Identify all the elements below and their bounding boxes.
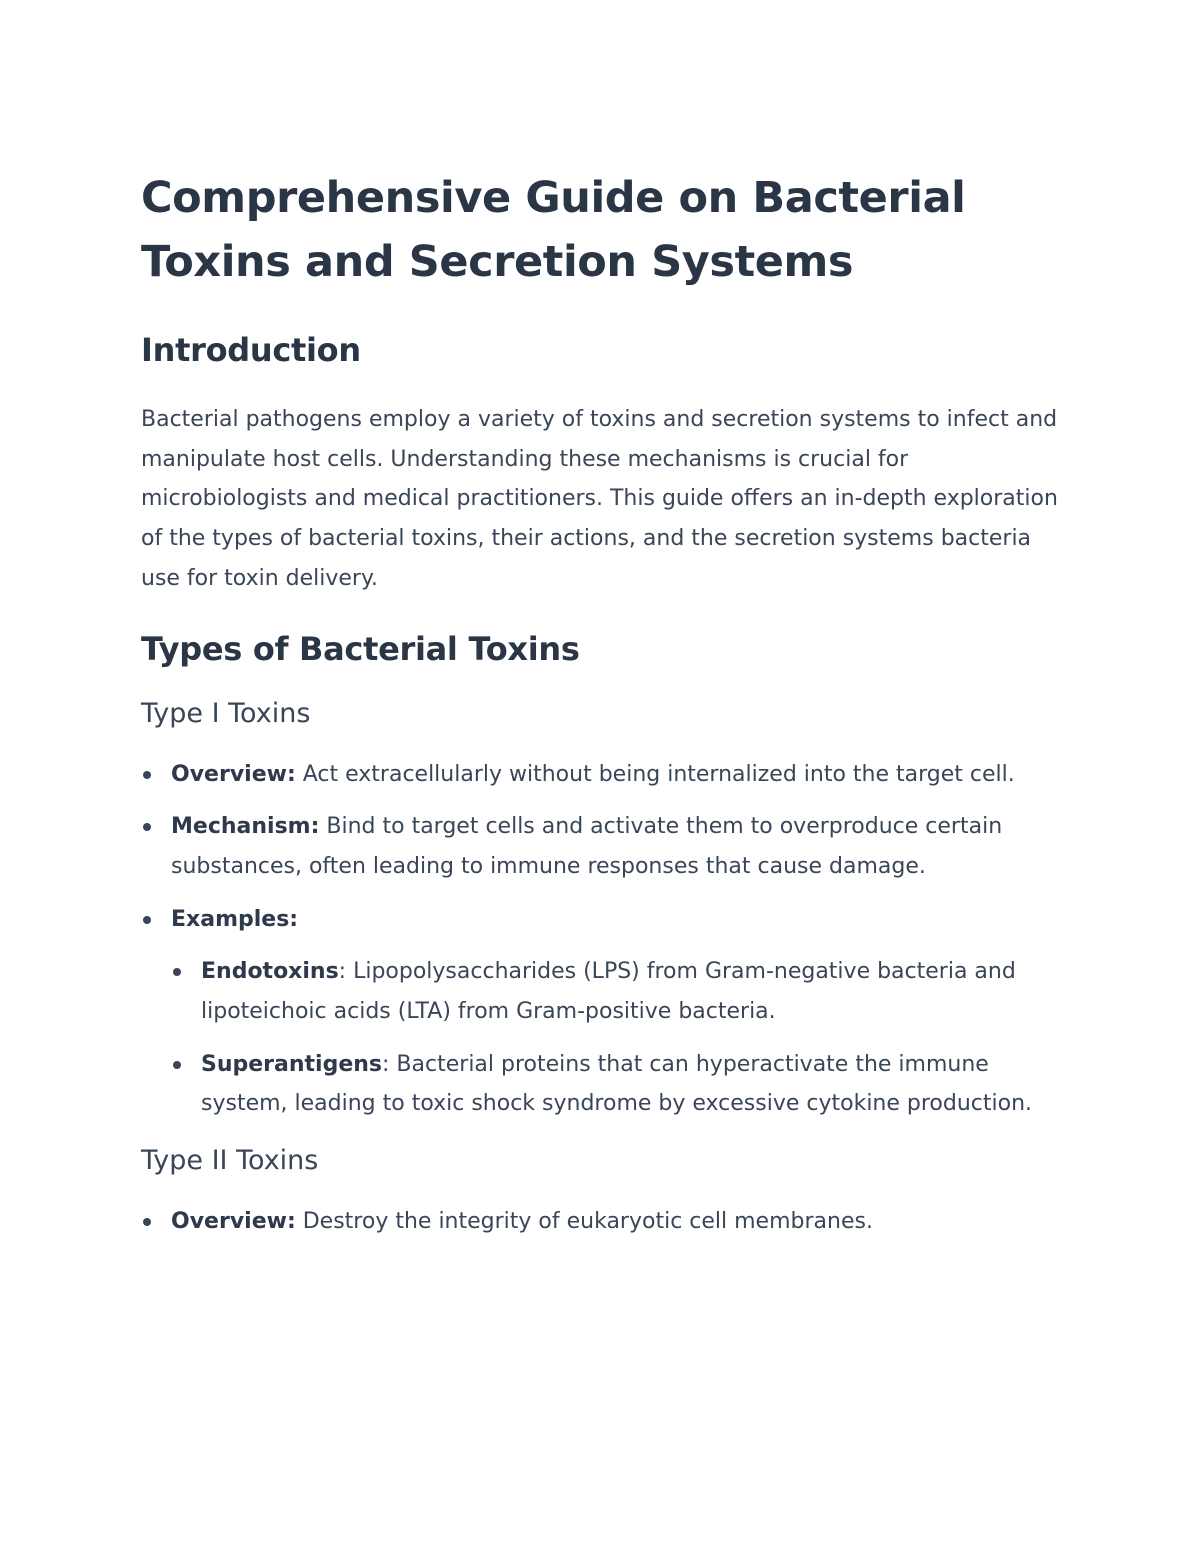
- mechanism-text: Bind to target cells and activate them to overproduce certain substances, often leading to immune responses that cause damage.: [171, 814, 1003, 879]
- examples-sublist: [171, 952, 1060, 1124]
- overview-text: Act extracellularly without being internalized into the target cell.: [295, 761, 1015, 787]
- bullet-icon: [143, 771, 151, 779]
- superantigens-text: : Bacterial proteins that can hyperactivate the immune system, leading to toxic shock syndrome by excessive cytokine production.: [201, 1051, 1033, 1117]
- bullet-icon: [173, 968, 181, 976]
- type-2-toxins-list: [141, 1202, 1060, 1242]
- mechanism-label: Mechanism:: [171, 814, 320, 840]
- type-1-toxins-list: [141, 755, 1060, 1125]
- document-title: Comprehensive Guide on Bacterial Toxins and Secretion Systems: [141, 173, 966, 287]
- list-item-endotoxins: [171, 952, 1060, 1031]
- examples-label: Examples:: [171, 906, 299, 932]
- list-item-examples: [141, 900, 1060, 1125]
- endotoxins-text: : Lipopolysaccharides (LPS) from Gram-negative bacteria and lipoteichoic acids (LTA) from Gram-positive bacteria.: [201, 959, 1016, 1025]
- bullet-icon: [143, 916, 151, 924]
- list-item-overview: [141, 755, 1060, 795]
- type-1-toxins-heading: Type I Toxins: [141, 697, 311, 729]
- type-2-toxins-heading: Type II Toxins: [141, 1145, 319, 1177]
- types-of-toxins-heading: Types of Bacterial Toxins: [141, 629, 580, 668]
- bullet-icon: [173, 1061, 181, 1069]
- list-item-superantigens: [171, 1045, 1060, 1124]
- list-item-overview: [141, 1202, 1060, 1242]
- superantigens-label: Superantigens: [201, 1051, 383, 1077]
- endotoxins-label: Endotoxins: [201, 959, 339, 985]
- list-item-mechanism: [141, 807, 1060, 886]
- bullet-icon: [143, 823, 151, 831]
- overview-label: Overview:: [171, 1209, 296, 1235]
- introduction-heading: Introduction: [141, 331, 361, 369]
- overview-label: Overview:: [171, 761, 296, 787]
- overview-text: Destroy the integrity of eukaryotic cell membranes.: [295, 1209, 873, 1235]
- introduction-paragraph: Bacterial pathogens employ a variety of toxins and secretion systems to infect and manipulate host cells. Understanding these mechanisms is crucial for microbiologists and medical practitioners. This guide offers an in-depth exploration of the types of bacterial toxins, their actions, and the secretion systems bacteria use for toxin delivery.: [141, 407, 1058, 591]
- bullet-icon: [143, 1218, 151, 1226]
